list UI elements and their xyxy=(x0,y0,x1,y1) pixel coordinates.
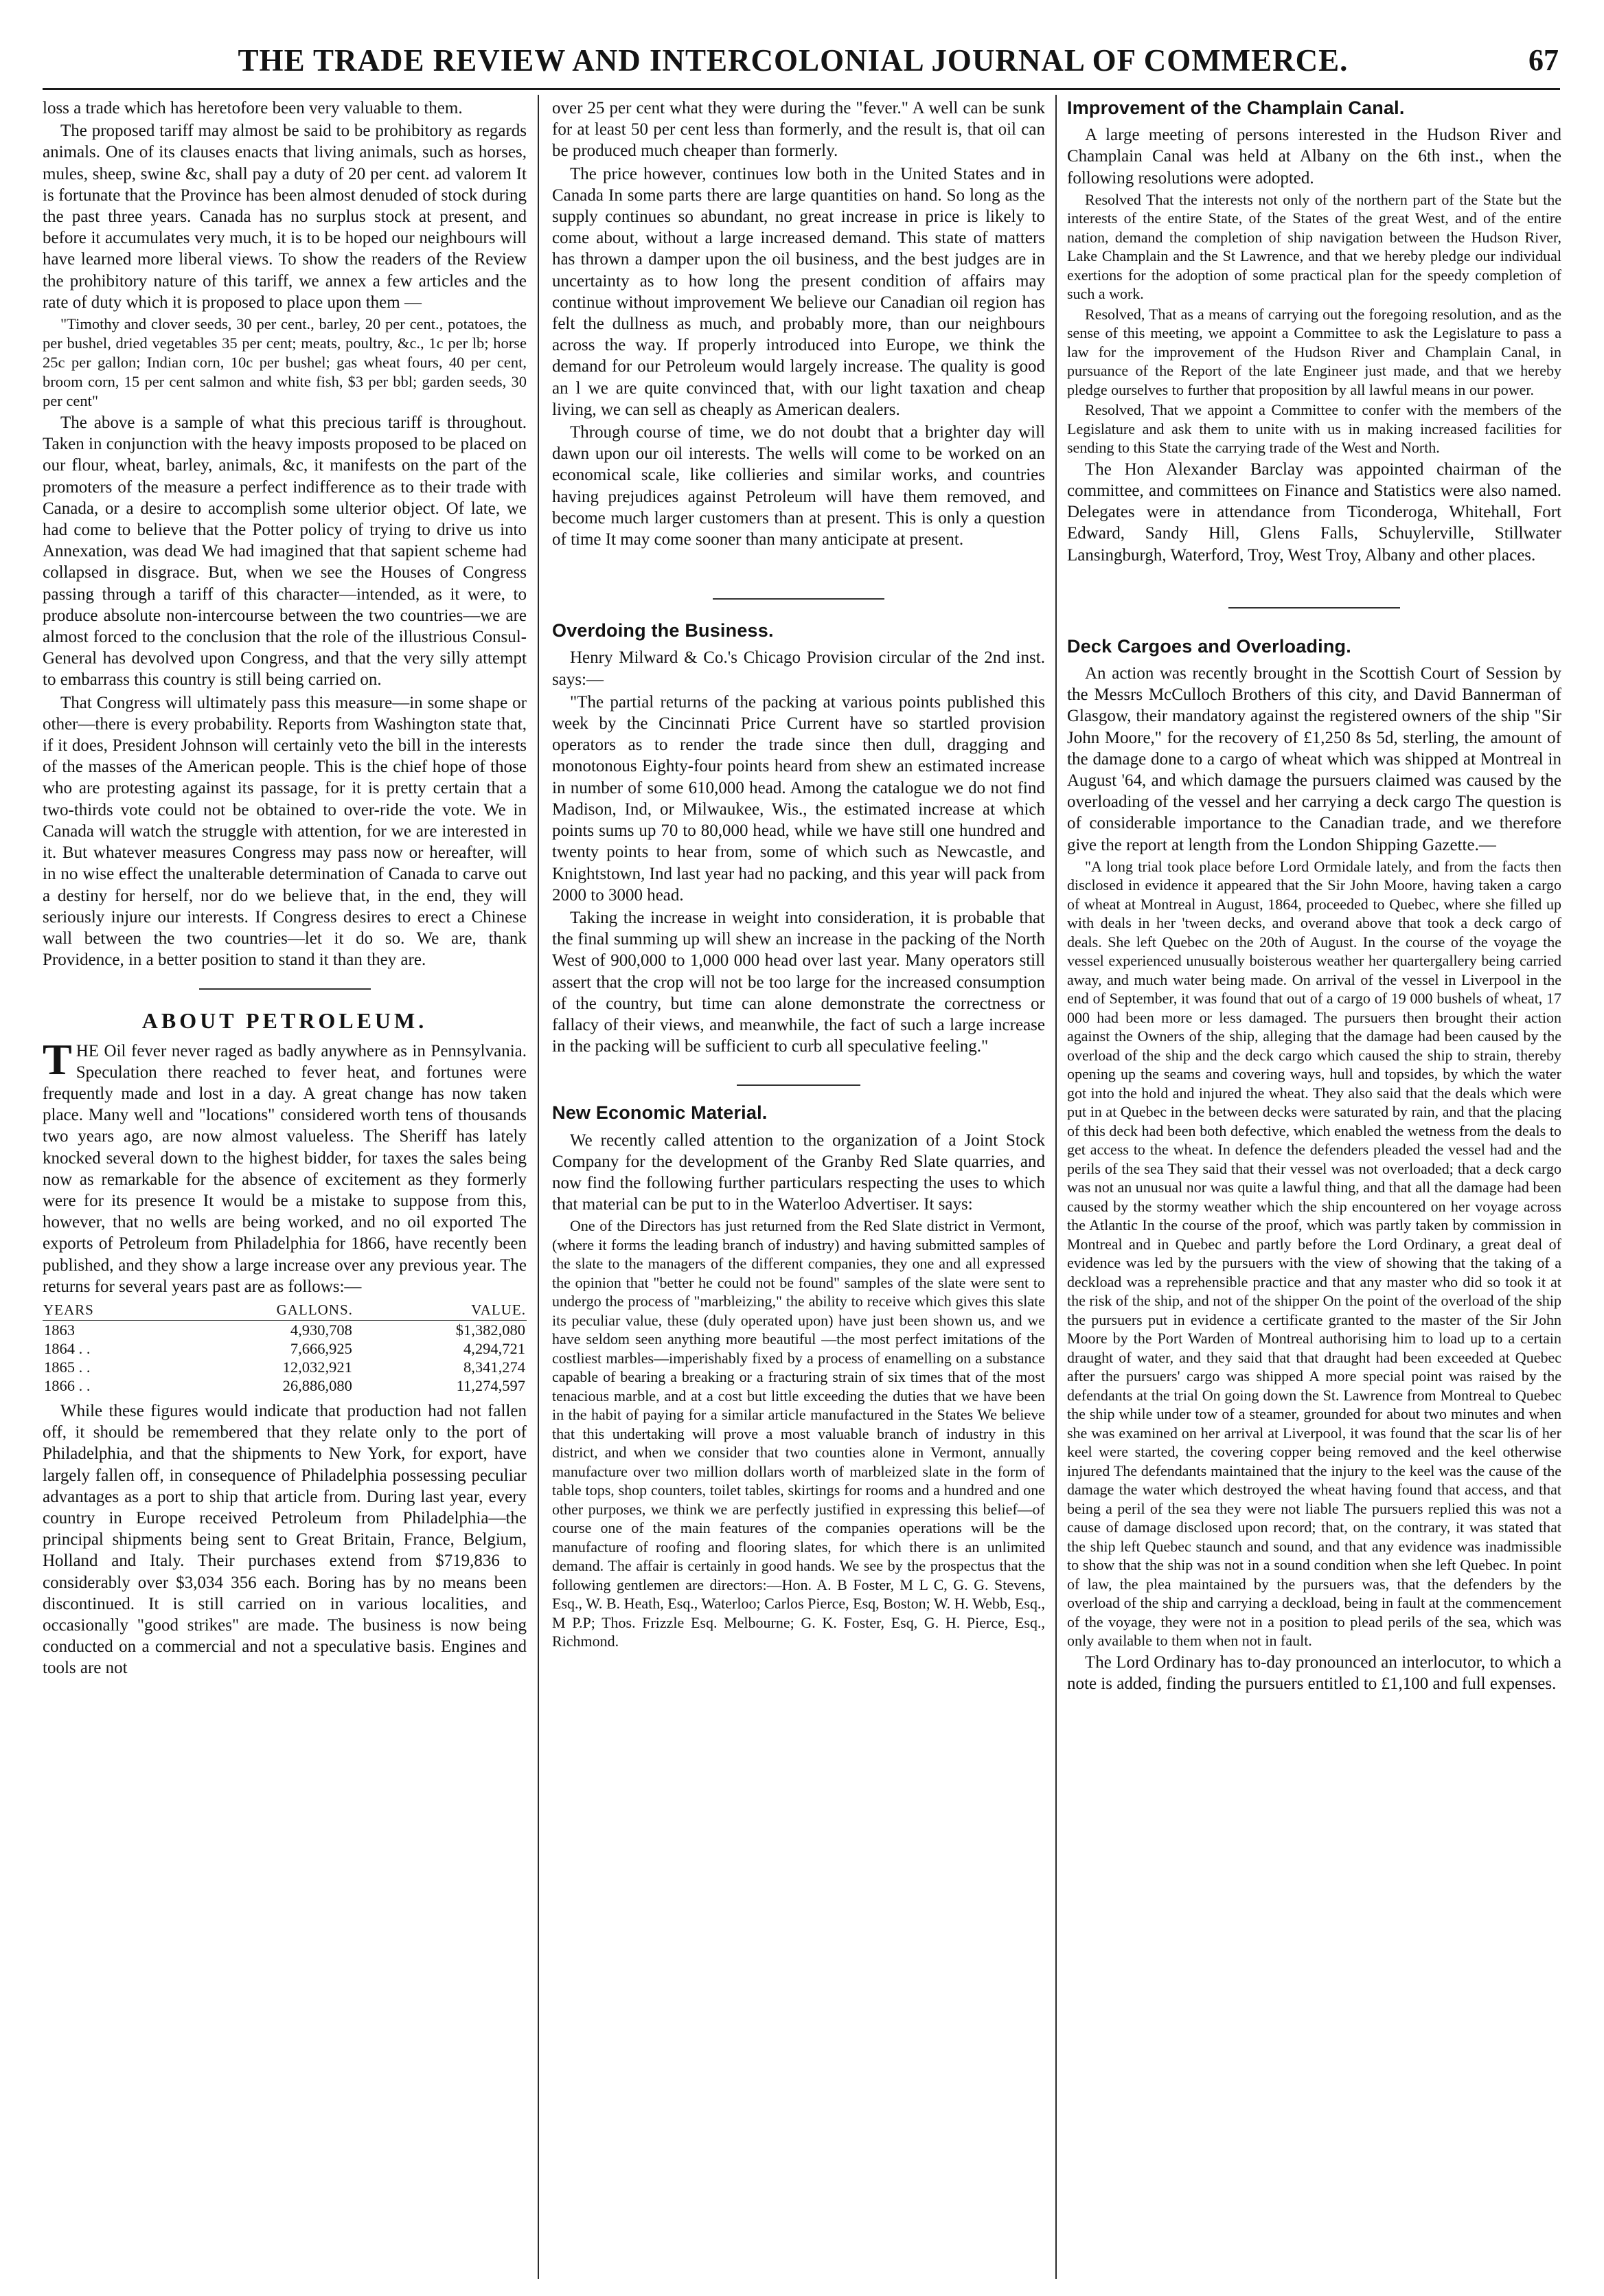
column-2 xyxy=(552,98,1045,2278)
paragraph: A large meeting of persons interested in the Hudson River and Champlain Canal was held at Albany on the 6th inst., when the following resolutions were adopted. xyxy=(1067,126,1561,187)
article-heading: Improvement of the Champlain Canal. xyxy=(1067,98,1405,118)
petroleum-exports-table xyxy=(43,1300,527,1395)
table-cell: 12,032,921 xyxy=(282,1358,352,1376)
column-header: VALUE. xyxy=(354,1300,527,1321)
masthead-rule xyxy=(43,88,1560,90)
section-divider xyxy=(713,598,884,600)
paragraph: The price however, continues low both in the United States and in Canada In some parts there are large quantities on hand. So long as the supply continues so abundant, no great increase in price is likely to come about, without a large increased demand. This state of matters has thrown a damper upon the oil business, and the best judges are in uncertainty as to how long the present condition of affairs may continue without improvement We believe our Canadian oil region has felt the dullness as much, and probably more, than our neighbours across the way. If properly introduced into Europe, we think the demand for our Petroleum would largely increase. The quality is good an l we are quite convinced that, with our light taxation and cheap living, we can sell as cheaply as American dealers. xyxy=(552,164,1045,419)
table-cell: 4,930,708 xyxy=(290,1321,352,1339)
article-heading: Overdoing the Business. xyxy=(552,620,774,641)
table-row xyxy=(43,1320,527,1339)
paragraph: Henry Milward & Co.'s Chicago Provision circular of the 2nd inst. says:— xyxy=(552,648,1045,689)
paragraph: An action was recently brought in the Scottish Court of Session by the Messrs McCulloch Brothers of this city, and David Bannerman of Glasgow, their mandatory against the registered owners of the ship "Sir John Moore," for the recovery of £1,250 8s 5d, sterling, the amount of the damage done to a cargo of wheat which was shipped at Montreal in August '64, and which damage the pursuers claimed was caused by the overloading of the vessel and her carrying a deck cargo The question is of considerable importance to the Canadian trade, and we therefore give the report at length from the London Shipping Gazette.— xyxy=(1067,664,1561,854)
paragraph: Through course of time, we do not doubt that a brighter day will dawn upon our oil interests. The wells will come to be worked on an economical scale, like collieries and similar works, and countries having prejudices against Petroleum will have them removed, and become much larger customers than at present. This is only a question of time It may come sooner than many anticipate at present. xyxy=(552,423,1045,549)
table-cell: 1865 . . xyxy=(44,1358,91,1376)
article-heading: Deck Cargoes and Overloading. xyxy=(1067,635,1351,657)
column-rule xyxy=(538,95,539,2279)
resolution: Resolved, That as a means of carrying out the foregoing resolution, and as the sense of this meeting, we appoint a Committee to ask the Legislature to pass a law for the improvement of the Hudson River and Champlain Canal, in pursuance of the Report of the late Engineer just made, and that we hereby pledge ourselves to further that proposition by all lawful means in our power. xyxy=(1067,305,1561,398)
paragraph: The Hon Alexander Barclay was appointed chairman of the committee, and committees on Finance and Statistics were also named. Delegates were in attendance from Ticonderoga, Whitehall, Fort Edward, Sandy Hill, Glens Falls, Schuylerville, Stillwater Lansingburgh, Waterford, Troy, West Troy, Albany and other places. xyxy=(1067,459,1561,565)
table-cell: 1866 . . xyxy=(44,1376,91,1394)
table-cell: 1864 . . xyxy=(44,1339,91,1357)
table-cell: 1863 xyxy=(44,1321,75,1339)
column-header: YEARS xyxy=(43,1300,168,1321)
paragraph: The above is a sample of what this precious tariff is throughout. Taken in conjunction with the heavy imposts proposed to be placed on our flour, wheat, barley, animals, &c, it manifests on the part of the promoters of the measure a perfect indifference as to their trade with Canada, or a desire to accomplish some ulterior object. Of late, we had come to believe that the Potter policy of trying to drive us into Annexation, was dead We had imagined that that sapient scheme had collapsed in disgrace. But, when we see the Houses of Congress passing through a tariff of this character—intended, as it were, to produce absolute non-intercourse between the two countries—we are almost forced to the conclusion that the role of the illustrious Consul-General has devolved upon Congress, and that the very silly attempt to embarrass this country is still being carried on. xyxy=(43,413,527,690)
resolution: Resolved, That we appoint a Committee to confer with the members of the Legislature and ask them to unite with us in making increased facilities for sending to this State the carrying trade of the West and North. xyxy=(1067,401,1561,457)
section-divider xyxy=(199,988,371,990)
paragraph: One of the Directors has just returned from the Red Slate district in Vermont, (where it forms the leading branch of industry) and having submitted samples of the slate to the managers of the different companies, they one and all expressed the opinion that "better he could not be found" samples of the slate were sent to undergo the process of "marbleizing," the ability to receive which gives this slate its peculiar value, these (duly operated upon) have just been shown us, and we have seldom seen anything more beautiful —the most perfect imitations of the costliest marbles—imperishably fixed by a process of enamelling on a substance capable of bearing a breaking or a fracturing strain of six times that of the most tenacious marble, and at a cost but little exceeding the duties that we have been in the habit of paying for a similar article manufactured in the States We believe that this undertaking will prove a most valuable branch of industry in this district, and when we consider that two counties alone in Vermont, annually manufacture over two million dollars worth of marbleized slate in the form of table tops, shop counters, toilet tables, skirtings for rooms and a hundred and one other purposes, we think we are perfectly justified in expressing this belief—of course one of the main features of the companies operations will be the manufacture of roofing and flooring slates, for which there is an unlimited demand. The affair is certainly in good hands. We see by the prospectus that the following gentlemen are directors:—Hon. A. B Foster, M L C, G. G. Stevens, Esq., W. B. Heath, Esq., Waterloo; Carlos Pierce, Esq, Boston; W. H. Webb, Esq., M P.P; Thos. Frizzle Esq. Melbourne; G. K. Foster, Esq, G. H. Pierce, Esq., Richmond. xyxy=(552,1217,1045,1650)
column-1 xyxy=(43,98,527,2278)
table-row xyxy=(43,1376,527,1395)
column-header: GALLONS. xyxy=(168,1300,354,1321)
table-row xyxy=(43,1339,527,1358)
journal-title: THE TRADE REVIEW AND INTERCOLONIAL JOURNAL OF COMMERCE. xyxy=(238,43,1349,78)
column-rule xyxy=(1055,95,1057,2279)
page-number: 67 xyxy=(1528,43,1559,77)
table-header-row xyxy=(43,1300,527,1321)
paragraph: loss a trade which has heretofore been very valuable to them. xyxy=(43,99,463,117)
paragraph: While these figures would indicate that production had not fallen off, it should be remembered that they relate only to the port of Philadelphia, and that the shipments to New York, for export, have largely fallen off, in consequence of Philadelphia possessing peculiar advantages as a port to ship that article from. During last year, every country in Europe received Petroleum from Philadelphia—the principal shipments being sent to Great Britain, France, Belgium, Holland and Italy. Their purchases extend from $719,836 to considerably over $3,034 356 each. Boring has by no means been discontinued. It is still carried on in various localities, and occasionally "good strikes" are made. The business is now being conducted on a commercial and not a speculative basis. Engines and tools are not xyxy=(43,1401,527,1678)
tariff-quote: "Timothy and clover seeds, 30 per cent., barley, 20 per cent., potatoes, the per bushel, dried vegetables 35 per cent; meats, poultry, &c., 1c per lb; horse 25c per gallon; Indian corn, 10c per bushel; gas wheat fours, 40 per cent, broom corn, 15 per cent salmon and white fish, $3 per bbl; garden seeds, 30 per cent" xyxy=(43,315,527,410)
paragraph: Taking the increase in weight into consideration, it is probable that the final summing up will shew an increase in the packing of the North West of 900,000 to 1,000 000 head over last year. Many operators still assert that the crop will not be too large for the increased consumption of the country, but time can alone demonstrate the correctness or fallacy of their views, and meanwhile, the fact of such a large increase in the packing will be sufficient to curb all speculative feeling." xyxy=(552,908,1045,1056)
shipping-gazette-report: "A long trial took place before Lord Ormidale lately, and from the facts then disclosed in evidence it appeared that the Sir John Moore, having taken a cargo of wheat at Montreal in August, 1864, proceeded to Quebec, where she filled up with deals in her 'tween decks, and overand above that took a deck cargo of deals. She left Quebec on the 20th of August. In the course of the voyage the vessel experienced unusually boisterous weather her quartergallery being carried away, and much water being made. On arrival of the vessel in Liverpool in the end of September, it was found that out of a cargo of 19 000 bushels of wheat, 17 000 had been more or less damaged. The pursuers then brought their action against the Owners of the ship, alleging that the damage had been caused by the overload of the ship and the deck cargo which caused the ship to strain, thereby opening up the seams and covering ways, hull and topsides, by which the water got into the hold and injured the wheat. They also said that the deals which were put in at Quebec in the between decks were saturated by rain, and that the placing of this deck had been both defective, which enabled the wetness from the deals to get access to the wheat. In defence the defenders pleaded the vessel had and the perils of the sea They said that their vessel was not overloaded; that a deck cargo was not an unusual nor was quite a lawful thing, and that all the damage had been caused by the stormy weather which the ship encountered on her voyage across the Atlantic In the course of the proof, which was partly taken by commission in Montreal and in Quebec and partly before the Lord Ordinary, a great deal of evidence was led by the pursuers with the view of showing that the taking of a deckload was a reprehensible practice and that any master who did so took it at the risk of the ship, and not of the shipper On the point of the overload of the ship the pursuers put in evidence a certificate granted to the master of the Sir John Moore by the Port Warden of Montreal authorising him to load up to a certain draught of water, and they said that that draught had been exceeded at Quebec after the pursuers' cargo was shipped A more special point was raised by the defendants at the trial On going down the St. Lawrence from Montreal to Quebec the ship while under tow of a steamer, grounded for about two minutes and when she was examined on her arrival at Liverpool, it was found that the scar lis of her keel were started, the covering copper being removed and the keel otherwise injured The defendants maintained that the injury to the keel was the cause of the damage the water which destroyed the wheat having found that access, and that being a peril of the sea they were not liable The pursuers replied this was not a cause of damage disclosed upon record; that, on the contrary, it was stated that the ship left Quebec staunch and sound, and that any evidence was inadmissible to show that the ship was not in a sound condition when she left Quebec. In point of law, the plea maintained by the pursuers was, that the defenders by the overload of the ship and carrying a deckload, being in fault at the commencement of the voyage, they were not in a position to plead perils of the sea, which was only available to them when not in fault. xyxy=(1067,857,1561,1650)
column-3 xyxy=(1067,98,1561,2278)
paragraph: THE Oil fever never raged as badly anywhere as in Pennsylvania. Speculation there reached to fever heat, and fortunes were frequently made and lost in a day. A great change has now taken place. Many well and "locations" considered worth tens of thousands two years ago, are now almost valueless. The Sheriff has lately knocked several down to the highest bidder, for taxes the sales being now as remarkable for the absence of excitement as they formerly were for its presence It would be a mistake to suppose from this, however, that no wells are being worked, and no oil exported The exports of Petroleum from Philadelphia for 1866, have recently been published, and they show a large increase over any previous year. The returns for several years past are as follows:— xyxy=(43,1034,527,1296)
paragraph: That Congress will ultimately pass this measure—in some shape or other—there is every probability. Reports from Washington state that, if it does, President Johnson will certainly veto the bill in the interests of the masses of the American people. This is the chief hope of those who are protesting against its passage, for it is pretty certain that a two-thirds vote could not be obtained to over-ride the vote. We in Canada will watch the struggle with attention, for we are interested in it. But whatever measures Congress may pass now or hereafter, will in no wise effect the unalterable determination of Canada to carve out a destiny for herself, nor do we believe that, in the end, they will seriously injure our interests. If Congress desires to erect a Chinese wall between the two countries—let it do so. We are, thank Providence, in a better position to stand it than they are. xyxy=(43,693,527,970)
resolution: Resolved That the interests not only of the northern part of the State but the interests of the entire State, of the States of the great West, and of the entire nation, demand the completion of ship navigation between the Hudson River, Lake Champlain and the St Lawrence, and that we hereby pledge our individual exertions for the adoption of some practical plan for the speedy completion of such a work. xyxy=(1067,190,1561,303)
table-cell: 4,294,721 xyxy=(463,1339,525,1357)
section-divider xyxy=(1228,607,1400,609)
table-cell: $1,382,080 xyxy=(455,1321,525,1339)
article-heading: New Economic Material. xyxy=(552,1102,768,1124)
paragraph: The proposed tariff may almost be said to be prohibitory as regards animals. One of its clauses enacts that living animals, such as horses, mules, sheep, swine &c, shall pay a duty of 20 per cent. ad valorem It is fortunate that the Province has been almost denuded of stock during the past three years. Canada has no surplus stock at present, and before it accumulates very much, it is to be hoped our neighbours will have learned more liberal views. To show the readers of the Review the prohibitory nature of this tariff, we annex a few articles and the rate of duty which it is proposed to place upon them — xyxy=(43,122,527,312)
paragraph: over 25 per cent what they were during the "fever." A well can be sunk for at least 50 per cent less than formerly, and the result is, that oil can be produced much cheaper than formerly. xyxy=(552,99,1045,161)
table-cell: 8,341,274 xyxy=(463,1358,525,1376)
table-cell: 11,274,597 xyxy=(456,1376,525,1394)
section-divider xyxy=(737,1084,860,1086)
table-cell: 7,666,925 xyxy=(290,1339,352,1357)
paragraph: The Lord Ordinary has to-day pronounced an interlocutor, to which a note is added, finding the pursuers entitled to £1,100 and full expenses. xyxy=(1067,1652,1561,1694)
table-cell: 26,886,080 xyxy=(282,1376,352,1394)
article-heading: ABOUT PETROLEUM. xyxy=(141,1008,428,1034)
paragraph: We recently called attention to the organization of a Joint Stock Company for the development of the Granby Red Slate quarries, and now find the following further particulars respecting the uses to which that material can be put to in the Waterloo Advertiser. It says: xyxy=(552,1130,1045,1214)
paragraph: "The partial returns of the packing at various points published this week by the Cincinnati Price Current have so startled provision operators as to render the trade since then dull, dragging and monotonous Eighty-four points heard from shew an estimated increase in number of some 610,000 head. Among the catalogue we do not find Madison, Ind, or Milwaukee, Wis., the estimated increase at which points sums up 70 to 80,000 head, while we have still one hundred and twenty points to hear from, some of which such as Newcastle, and Knightstown, Ind last year had no packing, and this year will pack from 2000 to 3000 head. xyxy=(552,692,1045,905)
table-row xyxy=(43,1358,527,1376)
masthead xyxy=(48,43,1559,84)
